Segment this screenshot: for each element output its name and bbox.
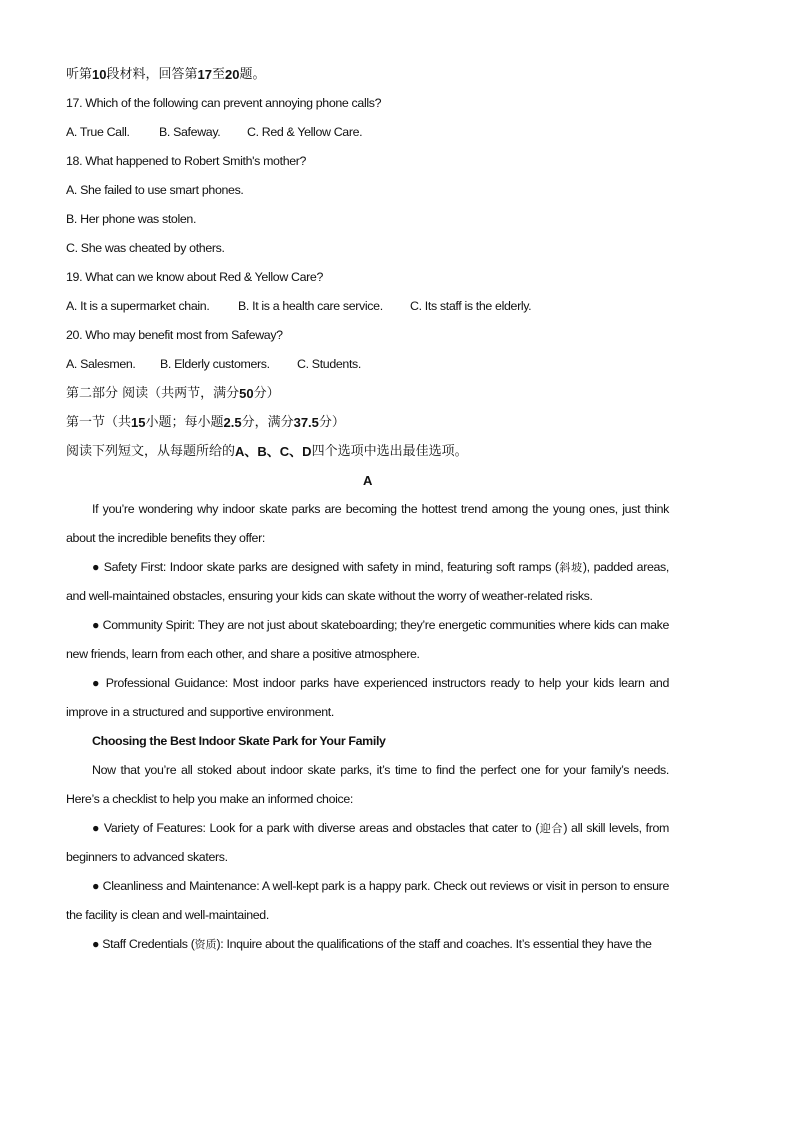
bullet-text: ● Community Spirit: They are not just about skateboarding; they’re energetic communities where kids can make new friends, learn from each other, and share a positive atmosphere. xyxy=(66,618,669,661)
bullet-community xyxy=(66,611,669,669)
instruction-text: 四个选项中选出最佳选项。 xyxy=(311,444,468,459)
section-heading xyxy=(66,408,669,437)
question-stem: 17. Which of the following can prevent annoying phone calls? xyxy=(66,96,382,110)
option-b: B. Elderly customers. xyxy=(160,357,270,371)
reading-instruction xyxy=(66,437,669,466)
bullet-text: ● Professional Guidance: Most indoor parks have experienced instructors ready to help your kids learn and improve in a structured and supportive environment. xyxy=(66,676,669,719)
question-stem: 18. What happened to Robert Smith's mother? xyxy=(66,154,307,168)
option-c: C. She was cheated by others. xyxy=(66,241,225,255)
question-options xyxy=(66,118,669,147)
gloss: 迎合 xyxy=(538,822,564,835)
gloss: 资质 xyxy=(194,938,217,951)
option-c: C. Students. xyxy=(297,357,361,371)
bullet-text: ● Cleanliness and Maintenance: A well-kept park is a happy park. Check out reviews or visit in person to ensure the facility is clean and well-maintained. xyxy=(66,879,669,922)
passage-label: A xyxy=(362,473,373,488)
heading-text: 第一节（共 xyxy=(66,415,132,430)
heading-text: 分） xyxy=(318,415,345,430)
question-stem: 19. What can we know about Red & Yellow Care? xyxy=(66,270,324,284)
bullet-text: ): Inquire about the qualifications of the staff and coaches. It’s essential they have the xyxy=(216,937,652,951)
bullet-safety xyxy=(66,553,669,611)
passage-paragraph: If you’re wondering why indoor skate parks are becoming the hottest trend among the young ones, just think about the incredible benefits they offer: xyxy=(66,502,669,545)
option-a: A. Salesmen. xyxy=(66,357,136,371)
option-c: C. Red & Yellow Care. xyxy=(247,125,363,139)
heading-number: 15 xyxy=(131,415,146,430)
question-stem: 20. Who may benefit most from Safeway? xyxy=(66,328,283,342)
bullet-text: ● Safety First: Indoor skate parks are designed with safety in mind, featuring soft ramps ( xyxy=(92,560,559,574)
bullet-text: ● Staff Credentials ( xyxy=(92,937,195,951)
gloss: 斜坡 xyxy=(558,561,583,574)
bullet-guidance xyxy=(66,669,669,727)
option-a: A. It is a supermarket chain. xyxy=(66,299,210,313)
instruction-letters: A、B、C、D xyxy=(235,444,312,459)
intro-text: 段材料，回答第 xyxy=(106,67,198,82)
heading-number: 50 xyxy=(239,386,254,401)
heading-text: 小题；每小题 xyxy=(145,415,224,430)
intro-text: 题。 xyxy=(239,67,266,82)
intro-text: 听第 xyxy=(66,67,93,82)
bullet-variety xyxy=(66,814,669,872)
option-a: A. She failed to use smart phones. xyxy=(66,183,244,197)
heading-number: 37.5 xyxy=(293,415,319,430)
option-a: A. True Call. xyxy=(66,125,130,139)
subheading: Choosing the Best Indoor Skate Park for Your Family xyxy=(92,734,386,748)
listening-intro xyxy=(66,60,669,89)
part-heading xyxy=(66,379,669,408)
passage-paragraph: Now that you’re all stoked about indoor skate parks, it’s time to find the perfect one for your family’s needs. Here’s a checklist to help you make an informed choice: xyxy=(66,763,669,806)
document-page xyxy=(66,60,669,959)
intro-number: 17 xyxy=(197,67,212,82)
intro-number: 20 xyxy=(224,67,240,82)
bullet-text: ) all skill levels, from beginners to advanced skaters. xyxy=(66,821,669,864)
question-options xyxy=(66,350,669,379)
bullet-cleanliness xyxy=(66,872,669,930)
bullet-staff xyxy=(66,930,669,959)
heading-number: 2.5 xyxy=(223,415,242,430)
heading-text: 第二部分 阅读（共两节，满分 xyxy=(66,386,240,401)
bullet-text: ), padded areas, and well-maintained obstacles, ensuring your kids can skate without the worry of weather-related risks. xyxy=(66,560,669,603)
heading-text: 分，满分 xyxy=(241,415,294,430)
option-b: B. Safeway. xyxy=(159,125,221,139)
heading-text: 分） xyxy=(253,386,280,401)
intro-text: 至 xyxy=(211,67,225,82)
option-c: C. Its staff is the elderly. xyxy=(410,299,532,313)
option-b: B. Her phone was stolen. xyxy=(66,212,197,226)
bullet-text: ● Variety of Features: Look for a park with diverse areas and obstacles that cater to ( xyxy=(92,821,539,835)
option-b: B. It is a health care service. xyxy=(238,299,383,313)
intro-number: 10 xyxy=(92,67,107,82)
question-options xyxy=(66,292,669,321)
instruction-text: 阅读下列短文，从每题所给的 xyxy=(66,444,236,459)
